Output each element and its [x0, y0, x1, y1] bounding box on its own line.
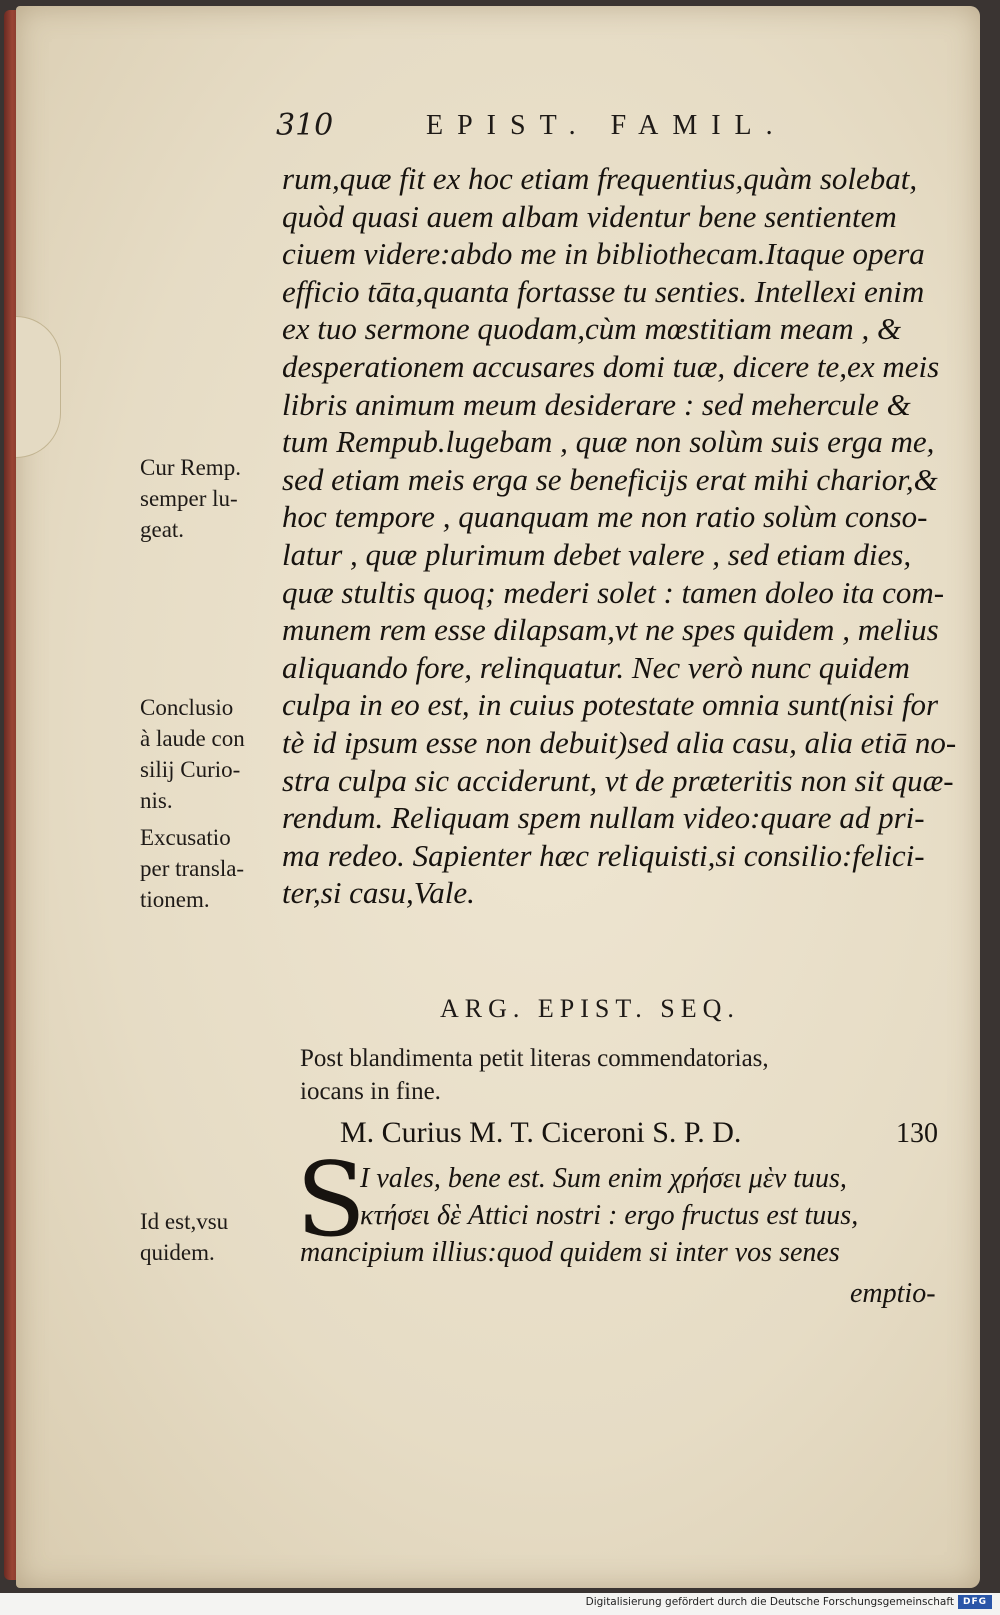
margin-note-line: semper lu- — [140, 486, 238, 511]
text-line: munem rem esse dilapsam,vt ne spes quidem , melius — [282, 612, 939, 648]
text-line: quæ stultis quoq; mederi solet : tamen doleo ita com- — [282, 574, 945, 610]
letter-line: κτήσει δὲ Attici nostri : ergo fructus est tuus, — [360, 1200, 859, 1231]
text-line: libris animum meum desiderare : sed mehercule & — [282, 386, 911, 422]
page-tab-mark — [16, 316, 61, 458]
letter-line: I vales, bene est. Sum enim χρήσει μὲν tuus, — [360, 1163, 847, 1194]
text-line: quòd quasi auem albam videntur bene sentientem — [282, 198, 897, 234]
argument-line: Post blandimenta petit literas commendatorias, — [300, 1045, 769, 1072]
letter-number: 130 — [896, 1118, 938, 1149]
letter-text — [300, 1160, 960, 1271]
text-line: tè id ipsum esse non debuit)sed alia casu, alia etiā no- — [282, 724, 957, 760]
argument-heading: ARG. EPIST. SEQ. — [440, 994, 740, 1023]
text-line: ciuem videre:abdo me in bibliothecam.Itaque opera — [282, 236, 925, 272]
text-line: efficio tāta,quanta fortasse tu senties. Intellexi enim — [282, 273, 925, 309]
letter-body-text — [282, 160, 957, 912]
text-line: hoc tempore , quanquam me non ratio solùm conso- — [282, 499, 928, 535]
footer-bar — [0, 1593, 1000, 1615]
page-number: 310 — [276, 108, 334, 143]
margin-note-line: Conclusio — [140, 695, 234, 720]
text-line: rendum. Reliquam spem nullam video:quare ad pri- — [282, 800, 925, 836]
margin-note-excusatio — [140, 822, 244, 915]
margin-note-conclusio — [140, 692, 245, 816]
text-line: tum Rempub.lugebam , quæ non solùm suis erga me, — [282, 424, 935, 460]
argument-text — [300, 1042, 950, 1108]
margin-note-id-est — [140, 1206, 228, 1268]
margin-note-line: per transla- — [140, 856, 245, 881]
argument-line: iocans in fine. — [300, 1078, 441, 1105]
footer-credit: Digitalisierung gefördert durch die Deutsche Forschungsgemeinschaft — [585, 1596, 954, 1608]
text-line: culpa in eo est, in cuius potestate omnia sunt(nisi for — [282, 687, 939, 723]
text-line: rum,quæ fit ex hoc etiam frequentius,quàm solebat, — [282, 161, 918, 196]
margin-note-line: nis. — [140, 788, 173, 813]
margin-note-line: Id est,vsu — [140, 1209, 229, 1234]
catchword: emptio- — [850, 1278, 936, 1309]
margin-note-line: tionem. — [140, 887, 210, 912]
margin-note-line: silij Curio- — [140, 757, 241, 782]
text-line: aliquando fore, relinquatur. Nec verò nunc quidem — [282, 649, 910, 685]
text-line: desperationem accusares domi tuæ, dicere te,ex meis — [282, 348, 940, 384]
margin-note-line: à laude con — [140, 726, 245, 751]
text-line: ter,si casu,Vale. — [282, 875, 475, 911]
letter-line: mancipium illius:quod quidem si inter vos senes — [300, 1237, 840, 1268]
text-line: ma redeo. Sapienter hæc reliquisti,si consilio:felici- — [282, 837, 925, 873]
margin-note-line: Excusatio — [140, 825, 231, 850]
margin-note-line: quidem. — [140, 1240, 215, 1265]
dfg-logo-icon: DFG — [958, 1595, 992, 1609]
letter-salutation: M. Curius M. T. Ciceroni S. P. D. — [340, 1116, 742, 1149]
margin-note-cur-remp — [140, 452, 241, 545]
page-header — [276, 108, 836, 152]
text-line: ex tuo sermone quodam,cùm mœstitiam meam , & — [282, 311, 902, 347]
margin-note-line: geat. — [140, 517, 185, 542]
drop-cap: S — [296, 1141, 366, 1260]
text-line: stra culpa sic acciderunt, vt de præteritis non sit quæ- — [282, 762, 954, 798]
text-line: sed etiam meis erga se beneficijs erat mihi charior,& — [282, 461, 938, 497]
text-line: latur , quæ plurimum debet valere , sed etiam dies, — [282, 536, 912, 572]
margin-note-line: Cur Remp. — [140, 455, 241, 480]
running-head: EPIST. FAMIL. — [426, 110, 787, 141]
